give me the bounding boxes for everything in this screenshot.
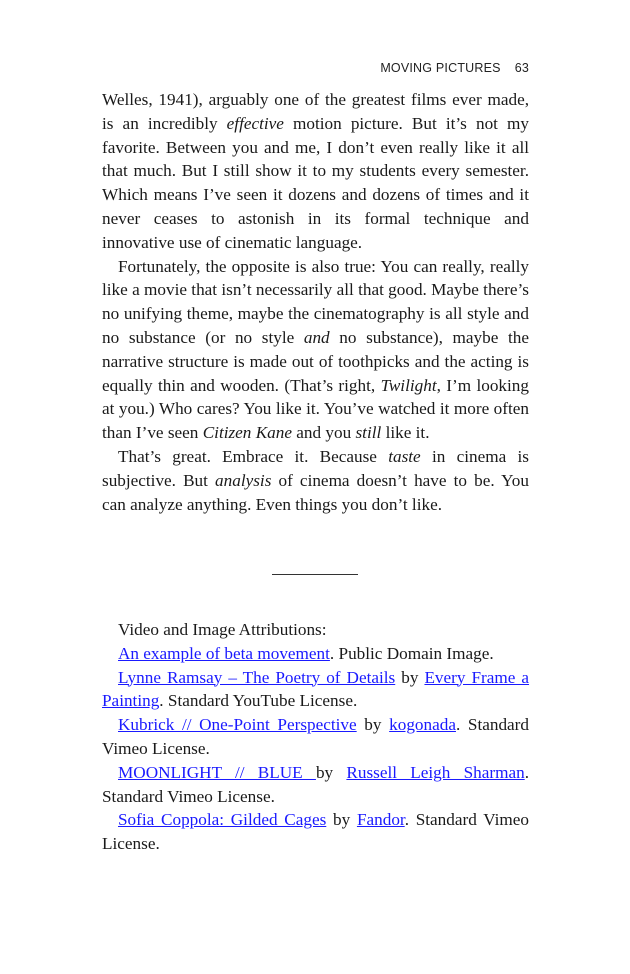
- emphasis: taste: [388, 446, 421, 466]
- text-run: by: [395, 667, 425, 687]
- author-link[interactable]: Fandor: [356, 810, 405, 830]
- text-run: . Standard Vimeo License.: [102, 715, 529, 758]
- emphasis: analysis: [215, 470, 272, 490]
- attribution-item: [102, 642, 529, 666]
- text-run: , I’m looking at you.) Who cares? You like it. You’ve watched it more often than I’ve seen: [102, 375, 529, 443]
- text-run: Welles, 1941), arguably one of the greatest films ever made, is an incredibly: [102, 90, 529, 133]
- text-run: motion picture. But it’s not my favorite. Between you and me, I don’t even really like it all that much. But I still show it to my students every semester. Which means I’ve seen it dozens and dozens of times and it never ceases to astonish in its formal technique and innovative use of cinematic language.: [102, 113, 529, 252]
- text-run: like it.: [381, 423, 430, 443]
- running-header: [380, 61, 529, 75]
- text-run: . Public Domain Image.: [329, 643, 494, 663]
- emphasis: effective: [226, 113, 284, 133]
- section-title: MOVING PICTURES: [380, 61, 501, 75]
- section-divider: [272, 574, 358, 575]
- text-run: by: [315, 762, 347, 782]
- attribution-link[interactable]: Kubrick // One-Point Perspective: [118, 715, 357, 735]
- text-run: and you: [291, 423, 356, 443]
- text-run: by: [326, 810, 357, 830]
- attribution-item: [102, 808, 529, 856]
- paragraph-3: [102, 445, 529, 516]
- author-link[interactable]: Every Frame a Painting: [102, 667, 530, 711]
- attributions-heading: Video and Image Attributions:: [118, 620, 327, 639]
- text-run: no substance), maybe the narrative structure is made out of toothpicks and the acting is equally thin and wooden. (That’s right,: [102, 327, 530, 395]
- attribution-link[interactable]: MOONLIGHT // BLUE: [118, 762, 316, 782]
- text-run: . Standard Vimeo License.: [102, 810, 529, 854]
- attribution-item: [102, 713, 529, 761]
- text-run: . Standard YouTube License.: [159, 691, 358, 711]
- emphasis: and: [303, 327, 330, 347]
- emphasis: Citizen Kane: [202, 423, 292, 443]
- emphasis: still: [355, 423, 382, 443]
- paragraph-2: [102, 255, 529, 445]
- text-run: by: [356, 715, 390, 735]
- author-link[interactable]: Russell Leigh Sharman: [346, 762, 525, 782]
- text-run: in cinema is subjective. But: [102, 446, 529, 490]
- paragraph-1: [102, 88, 529, 255]
- page-number: 63: [514, 61, 529, 75]
- attribution-link[interactable]: Lynne Ramsay – The Poetry of Details: [118, 667, 396, 687]
- attribution-link[interactable]: An example of beta movement: [118, 643, 330, 663]
- attribution-link[interactable]: Sofia Coppola: Gilded Cages: [118, 810, 327, 830]
- text-run: That’s great. Embrace it. Because: [118, 446, 389, 466]
- attribution-item: [102, 666, 529, 714]
- text-run: of cinema doesn’t have to be. You can analyze anything. Even things you don’t like.: [102, 470, 529, 514]
- main-text: [102, 88, 529, 516]
- attributions: [102, 618, 529, 856]
- text-run: Fortunately, the opposite is also true: You can really, really like a movie that isn’t necessarily all that good. Maybe there’s no unifying theme, maybe the cinematography is all style and no substance (or no style: [102, 256, 529, 347]
- emphasis: Twilight: [380, 375, 437, 395]
- attribution-item: [102, 761, 529, 809]
- text-run: . Standard Vimeo License.: [102, 762, 529, 806]
- author-link[interactable]: kogonada: [389, 715, 456, 735]
